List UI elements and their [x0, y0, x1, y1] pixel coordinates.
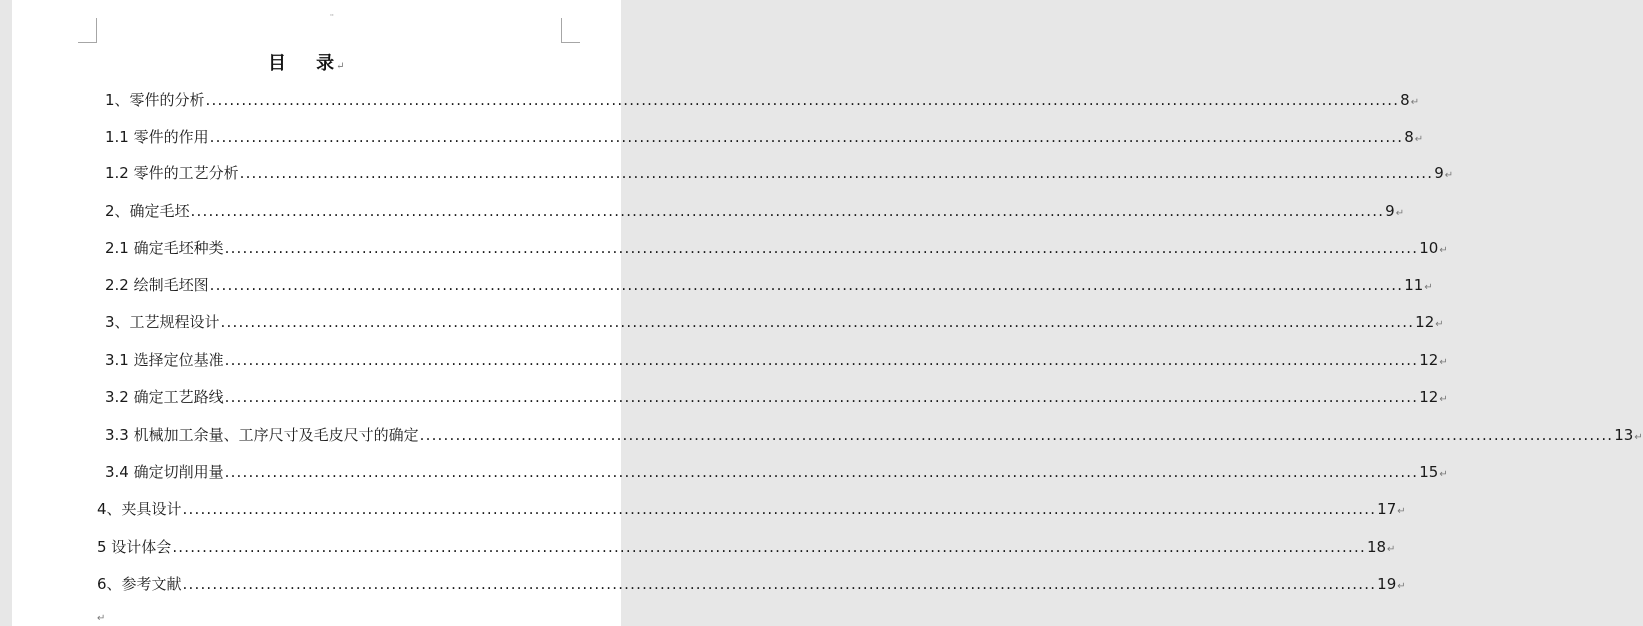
- toc-page-number: 13: [1614, 426, 1634, 444]
- top-mark: '': [330, 13, 334, 21]
- toc-dot-leader: ........................................................................................................................................................................................................: [209, 276, 1404, 294]
- toc-page-number: 12: [1419, 388, 1439, 406]
- paragraph-mark: ↵: [1439, 469, 1448, 480]
- toc-title-text: 目 录: [268, 53, 336, 74]
- toc-entry[interactable]: [105, 162, 1454, 184]
- paragraph-mark: ↵: [1395, 208, 1405, 219]
- toc-entry-label: 1、零件的分析: [105, 91, 205, 109]
- toc-page-number: 12: [1415, 313, 1435, 331]
- toc-entry[interactable]: [105, 89, 1420, 111]
- paragraph-mark: ↵: [1634, 432, 1643, 443]
- toc-page-number: 11: [1404, 276, 1424, 294]
- toc-page-number: 18: [1366, 538, 1387, 556]
- toc-dot-leader: ........................................................................................................................................................................................................: [209, 128, 1404, 146]
- toc-page-number: 9: [1434, 164, 1444, 182]
- toc-entry[interactable]: [97, 498, 1406, 520]
- toc-entry[interactable]: [105, 237, 1448, 259]
- toc-entry-label: 1.1 零件的作用: [105, 128, 209, 146]
- paragraph-mark: ↵: [1439, 245, 1448, 256]
- paragraph-mark: ↵: [1397, 506, 1406, 517]
- toc-dot-leader: ........................................................................................................................................................................................................: [182, 575, 1377, 593]
- paragraph-mark: ↵: [1410, 97, 1420, 108]
- toc-dot-leader: ........................................................................................................................................................................................................: [220, 313, 1415, 331]
- toc-entry-label: 3.2 确定工艺路线: [105, 388, 224, 406]
- paragraph-mark: ↵: [1439, 357, 1448, 368]
- toc-page-number: 10: [1419, 239, 1439, 257]
- toc-dot-leader: ........................................................................................................................................................................................................: [224, 239, 1419, 257]
- paragraph-mark: ↵: [97, 613, 106, 624]
- toc-dot-leader: ........................................................................................................................................................................................................: [224, 351, 1419, 369]
- toc-entry[interactable]: [105, 424, 1643, 446]
- toc-entry[interactable]: [97, 536, 1396, 558]
- toc-dot-leader: ........................................................................................................................................................................................................: [190, 202, 1385, 220]
- toc-entry-label: 4、夹具设计: [97, 500, 182, 518]
- paragraph-mark: ↵: [336, 61, 346, 72]
- toc-entry-label: 2.2 绘制毛坯图: [105, 276, 209, 294]
- paragraph-mark: ↵: [1397, 581, 1406, 592]
- toc-dot-leader: ........................................................................................................................................................................................................: [224, 463, 1419, 481]
- toc-dot-leader: ........................................................................................................................................................................................................: [419, 426, 1614, 444]
- toc-entry[interactable]: [105, 200, 1405, 222]
- toc-page-number: 12: [1419, 351, 1439, 369]
- toc-entry[interactable]: [105, 274, 1433, 296]
- margin-corner-top-right: [561, 18, 580, 43]
- toc-entry-label: 2、确定毛坯: [105, 202, 190, 220]
- toc-page-number: 9: [1385, 202, 1395, 220]
- toc-dot-leader: ........................................................................................................................................................................................................: [172, 538, 1366, 556]
- toc-entry-label: 1.2 零件的工艺分析: [105, 164, 239, 182]
- margin-corner-top-left: [78, 18, 97, 43]
- toc-entry-label: 3.3 机械加工余量、工序尺寸及毛皮尺寸的确定: [105, 426, 419, 444]
- paragraph-mark: ↵: [1424, 282, 1433, 293]
- toc-title: [268, 49, 345, 75]
- toc-entry[interactable]: [105, 461, 1448, 483]
- toc-entry-label: 3.4 确定切削用量: [105, 463, 224, 481]
- toc-dot-leader: ........................................................................................................................................................................................................: [182, 500, 1377, 518]
- toc-entry[interactable]: [105, 126, 1424, 148]
- toc-page-number: 8: [1404, 128, 1414, 146]
- toc-entry[interactable]: [105, 311, 1444, 333]
- toc-entry-label: 2.1 确定毛坯种类: [105, 239, 224, 257]
- paragraph-mark: ↵: [1414, 134, 1424, 145]
- toc-page-number: 15: [1419, 463, 1439, 481]
- toc-dot-leader: ........................................................................................................................................................................................................: [224, 388, 1419, 406]
- toc-entry[interactable]: [97, 573, 1406, 595]
- toc-page-number: 19: [1377, 575, 1397, 593]
- toc-entry[interactable]: [105, 386, 1448, 408]
- toc-page-number: 8: [1400, 91, 1410, 109]
- paragraph-mark: ↵: [1387, 544, 1396, 555]
- paragraph-mark: ↵: [1444, 170, 1454, 181]
- document-page: [12, 0, 1643, 626]
- toc-entry-label: 6、参考文献: [97, 575, 182, 593]
- toc-entry[interactable]: [105, 349, 1448, 371]
- toc-page-number: 17: [1377, 500, 1397, 518]
- paragraph-mark: ↵: [1435, 319, 1444, 330]
- toc-dot-leader: ........................................................................................................................................................................................................: [239, 164, 1434, 182]
- toc-dot-leader: ........................................................................................................................................................................................................: [205, 91, 1400, 109]
- toc-entry-label: 3.1 选择定位基准: [105, 351, 224, 369]
- toc-entry-label: 5 设计体会: [97, 538, 172, 556]
- toc-entry-label: 3、工艺规程设计: [105, 313, 220, 331]
- paragraph-mark: ↵: [1439, 394, 1448, 405]
